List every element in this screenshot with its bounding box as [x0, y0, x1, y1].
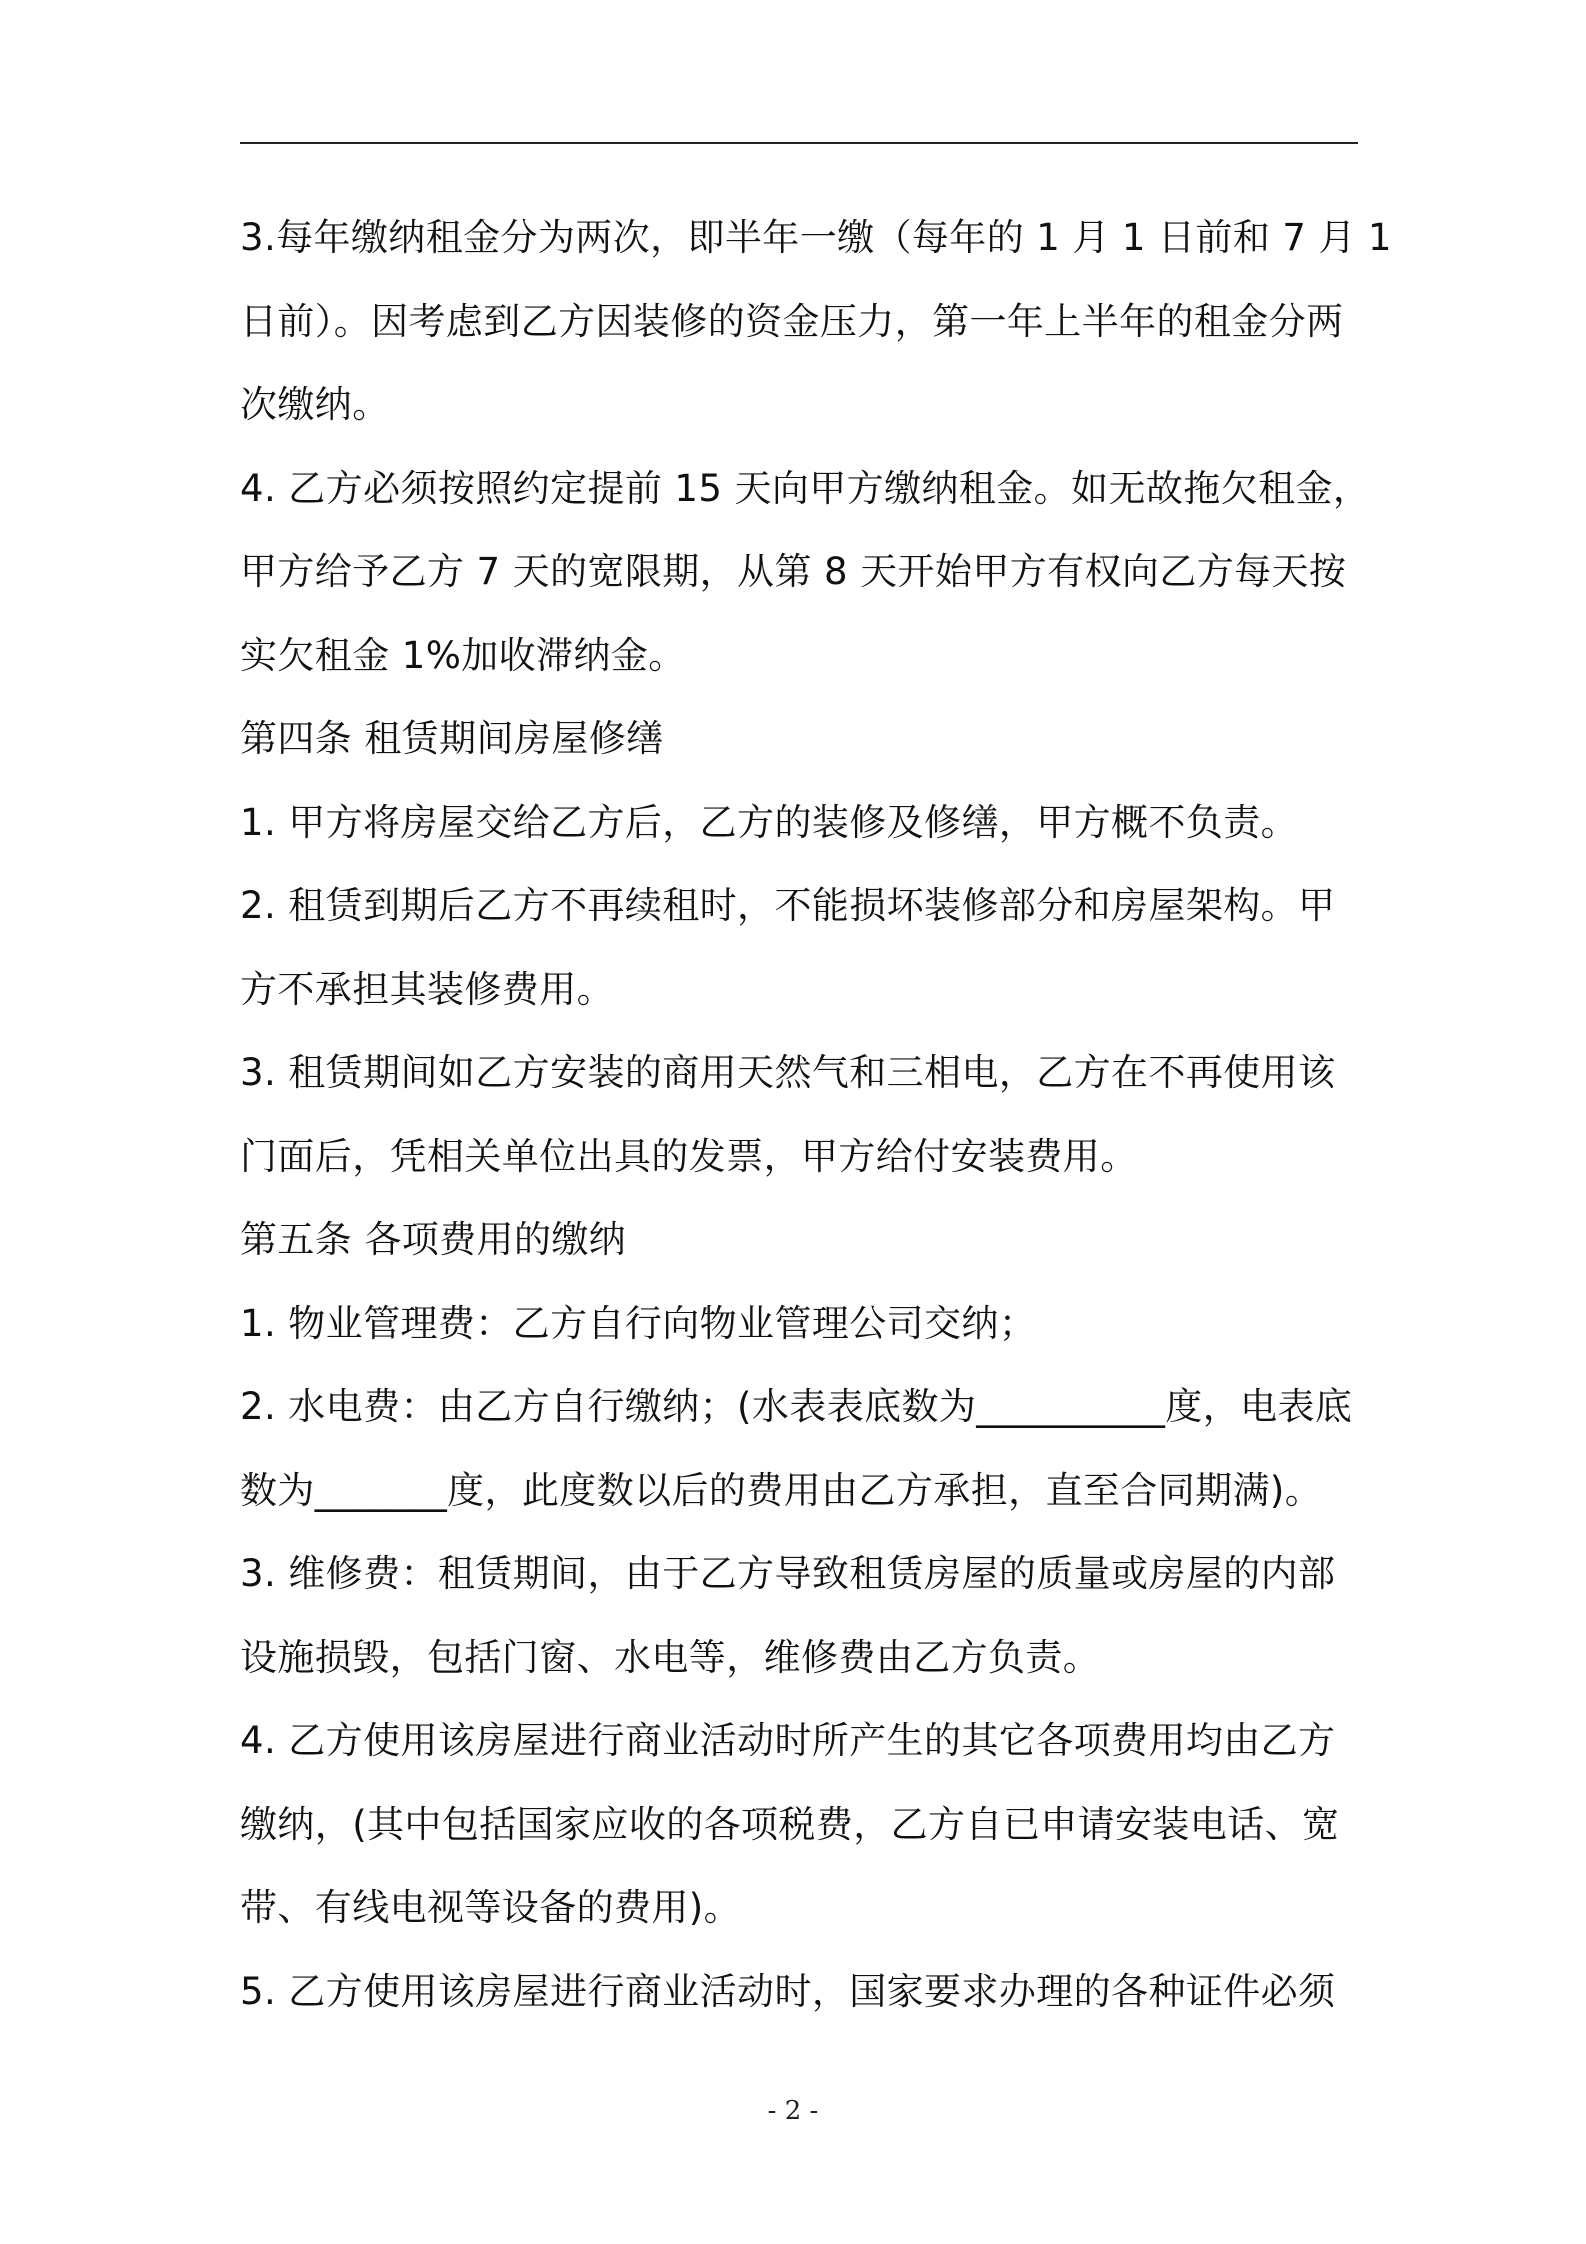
- text-line: 3.每年缴纳租金分为两次，即半年一缴（每年的 1 月 1 日前和 7 月 1: [240, 216, 1392, 259]
- text-line: 1. 物业管理费：乙方自行向物业管理公司交纳；: [240, 1301, 1037, 1345]
- section-heading-article-4: 第四条 租赁期间房屋修缮: [240, 717, 664, 760]
- text-line: 数为_______度，此度数以后的费用由乙方承担，直至合同期满)。: [240, 1468, 1323, 1512]
- text-line: 甲方给予乙方 7 天的宽限期，从第 8 天开始甲方有权向乙方每天按: [240, 550, 1347, 593]
- text-line: 次缴纳。: [240, 383, 390, 426]
- text-line: 4. 乙方必须按照约定提前 15 天向甲方缴纳租金。如无故拖欠租金，: [240, 466, 1371, 510]
- text-line: 5. 乙方使用该房屋进行商业活动时，国家要求办理的各种证件必须: [240, 1969, 1336, 2013]
- text-line: 3. 租赁期间如乙方安装的商用天然气和三相电，乙方在不再使用该: [240, 1051, 1336, 1094]
- text-line: 2. 水电费：由乙方自行缴纳；(水表表底数为__________度，电表底: [240, 1385, 1353, 1428]
- text-line: 方不承担其装修费用。: [240, 967, 614, 1011]
- text-line: 1. 甲方将房屋交给乙方后，乙方的装修及修缮，甲方概不负责。: [240, 800, 1299, 844]
- text-line: 4. 乙方使用该房屋进行商业活动时所产生的其它各项费用均由乙方: [240, 1719, 1336, 1762]
- page-number: - 2 -: [767, 2096, 819, 2126]
- header-rule: [240, 142, 1358, 144]
- document-body: [240, 196, 1392, 2033]
- text-line: 门面后，凭相关单位出具的发票，甲方给付安装费用。: [240, 1134, 1138, 1178]
- text-line: 设施损毁，包括门窗、水电等，维修费由乙方负责。: [240, 1635, 1101, 1679]
- text-line: 实欠租金 1%加收滞纳金。: [240, 633, 686, 677]
- text-line: 2. 租赁到期后乙方不再续租时，不能损坏装修部分和房屋架构。甲: [240, 884, 1336, 927]
- text-line: 3. 维修费：租赁期间，由于乙方导致租赁房屋的质量或房屋的内部: [240, 1552, 1336, 1595]
- text-line: 带、有线电视等设备的费用)。: [240, 1886, 742, 1929]
- text-line: 日前）。因考虑到乙方因装修的资金压力，第一年上半年的租金分两: [240, 299, 1344, 343]
- section-heading-article-5: 第五条 各项费用的缴纳: [240, 1218, 627, 1261]
- text-line: 缴纳，(其中包括国家应收的各项税费，乙方自已申请安装电话、宽: [240, 1802, 1340, 1846]
